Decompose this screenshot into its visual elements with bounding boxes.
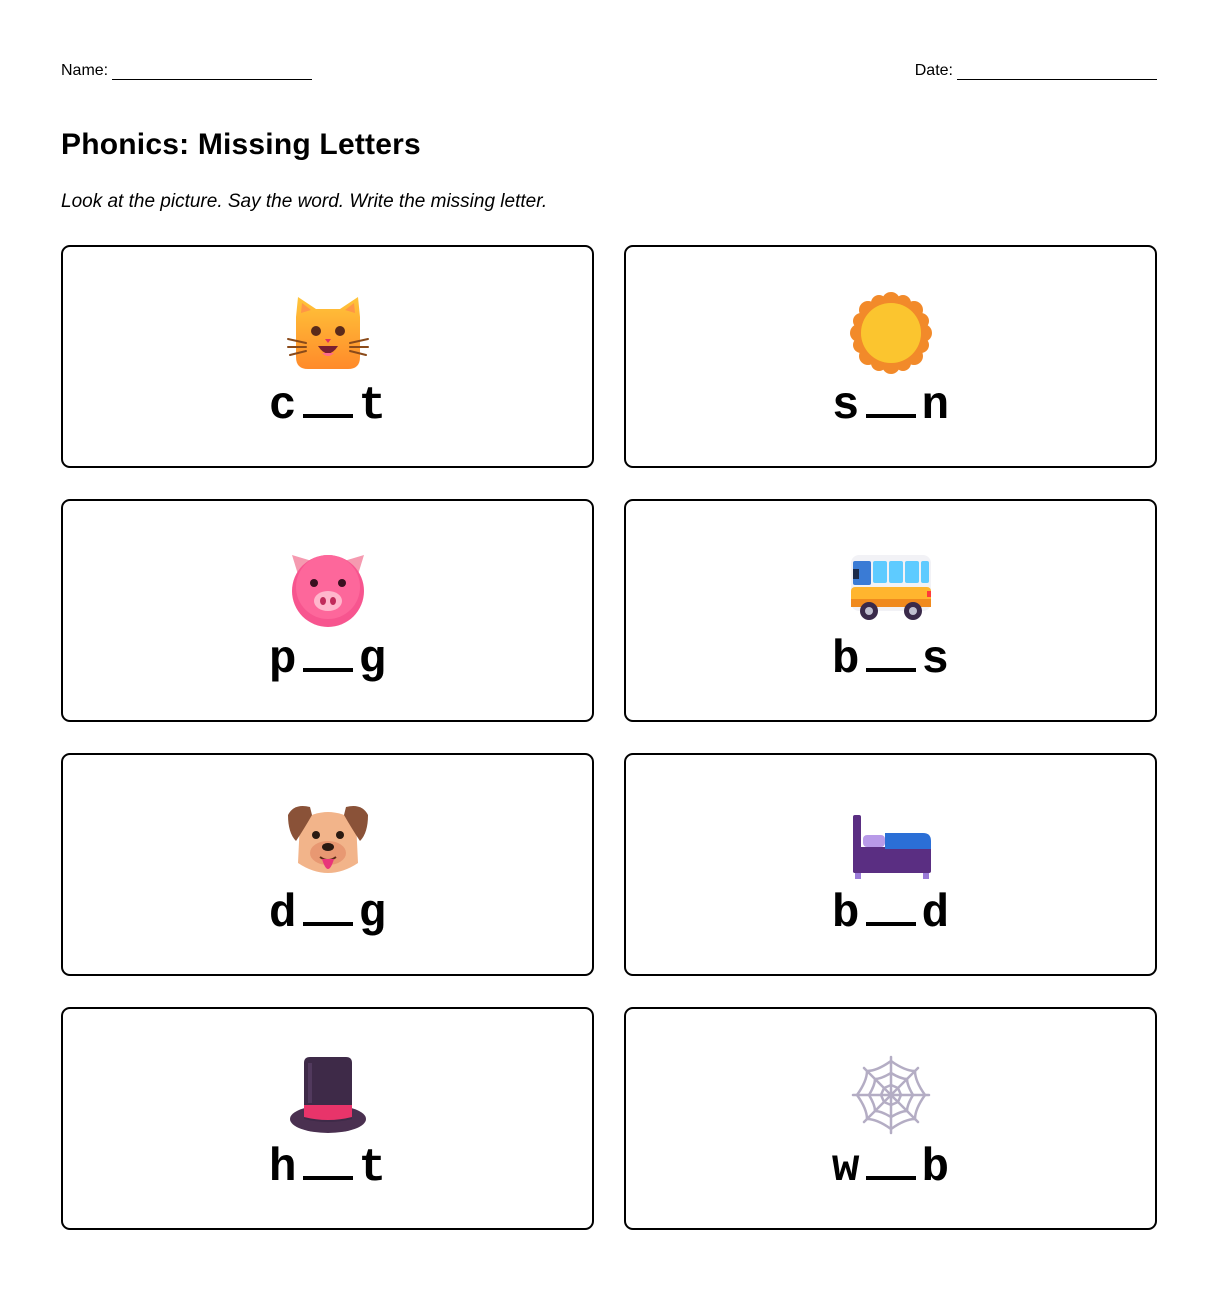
word-card: [61, 753, 594, 976]
last-letter: t: [358, 380, 387, 432]
word-puzzle: [626, 379, 1155, 433]
missing-letter-blank[interactable]: [303, 382, 353, 418]
word-puzzle: [63, 633, 592, 687]
last-letter: t: [358, 1142, 387, 1194]
worksheet-header: [61, 62, 1157, 82]
date-line[interactable]: [957, 64, 1157, 80]
dog-face-icon: [286, 799, 370, 883]
bed-icon: [849, 799, 933, 883]
word-puzzle: [626, 633, 1155, 687]
missing-letter-blank[interactable]: [866, 1144, 916, 1180]
word-puzzle: [63, 887, 592, 941]
first-letter: h: [268, 1142, 297, 1194]
word-card: [624, 1007, 1157, 1230]
card-grid: [61, 245, 1157, 1230]
last-letter: b: [921, 1142, 950, 1194]
word-card: [61, 1007, 594, 1230]
name-label: Name:: [61, 62, 109, 79]
word-puzzle: [63, 379, 592, 433]
word-card: [624, 499, 1157, 722]
name-line[interactable]: [112, 64, 312, 80]
missing-letter-blank[interactable]: [866, 636, 916, 672]
last-letter: s: [921, 634, 950, 686]
first-letter: d: [268, 888, 297, 940]
word-card: [61, 499, 594, 722]
date-field[interactable]: [915, 62, 1157, 80]
missing-letter-blank[interactable]: [303, 1144, 353, 1180]
last-letter: n: [921, 380, 950, 432]
word-card: [61, 245, 594, 468]
missing-letter-blank[interactable]: [303, 636, 353, 672]
missing-letter-blank[interactable]: [303, 890, 353, 926]
word-card: [624, 245, 1157, 468]
first-letter: w: [831, 1142, 860, 1194]
page-title: Phonics: Missing Letters: [61, 128, 421, 161]
first-letter: b: [831, 634, 860, 686]
name-field[interactable]: [61, 62, 312, 80]
first-letter: b: [831, 888, 860, 940]
top-hat-icon: [286, 1053, 370, 1137]
missing-letter-blank[interactable]: [866, 890, 916, 926]
pig-face-icon: [286, 545, 370, 629]
last-letter: d: [921, 888, 950, 940]
word-puzzle: [626, 887, 1155, 941]
instructions: Look at the picture. Say the word. Write the missing letter.: [61, 191, 548, 212]
date-label: Date:: [914, 62, 953, 79]
last-letter: g: [358, 888, 387, 940]
sun-icon: [849, 291, 933, 375]
word-card: [624, 753, 1157, 976]
spider-web-icon: [849, 1053, 933, 1137]
first-letter: p: [268, 634, 297, 686]
cat-face-icon: [286, 291, 370, 375]
first-letter: c: [268, 380, 297, 432]
word-puzzle: [63, 1141, 592, 1195]
bus-icon: [849, 545, 933, 629]
last-letter: g: [358, 634, 387, 686]
missing-letter-blank[interactable]: [866, 382, 916, 418]
word-puzzle: [626, 1141, 1155, 1195]
first-letter: s: [831, 380, 860, 432]
